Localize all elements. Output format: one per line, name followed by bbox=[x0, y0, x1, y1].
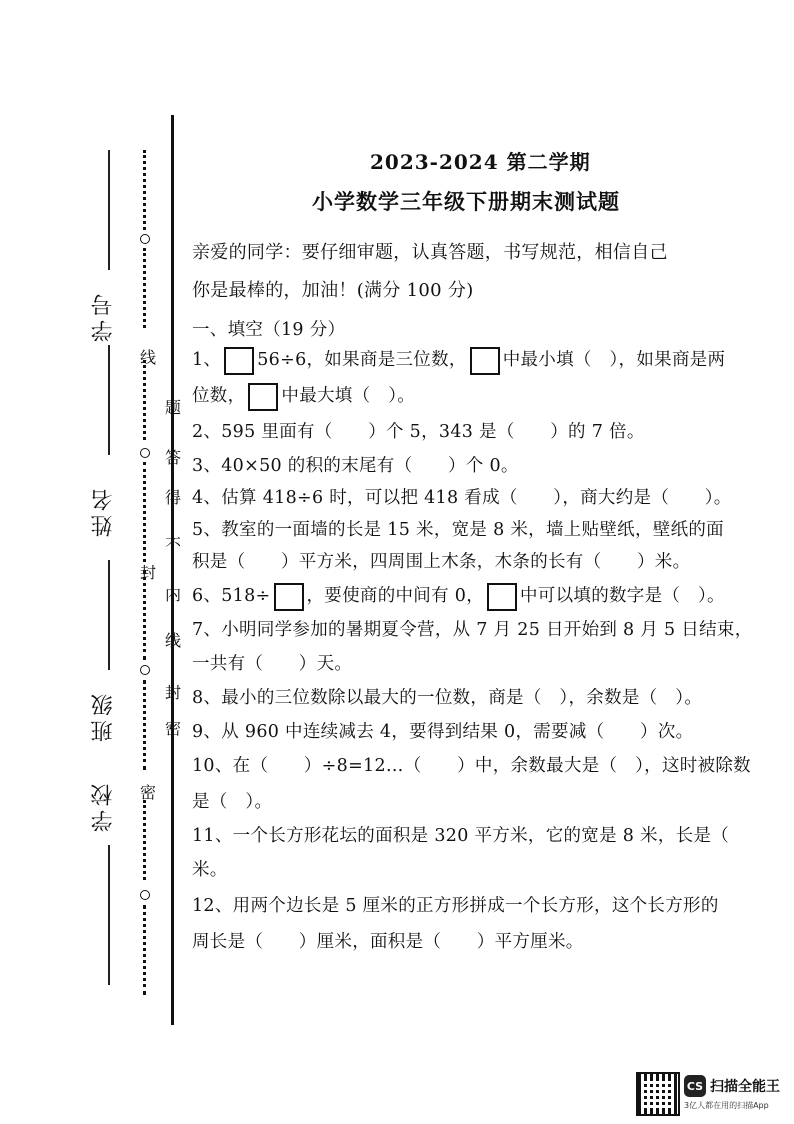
seal-char-xian: 线 bbox=[140, 348, 157, 367]
scanner-brand: 扫描全能王 bbox=[710, 1079, 780, 1095]
question-11-line-1: 11、一个长方形花坛的面积是 320 平方米，它的宽是 8 米，长是（ bbox=[192, 826, 730, 846]
question-5-line-2: 积是（ ）平方米，四周围上木条，木条的长有（ ）米。 bbox=[192, 552, 691, 572]
seal-char-ti: 题 bbox=[165, 398, 182, 417]
answer-box-3[interactable] bbox=[248, 383, 278, 411]
field-line-2 bbox=[108, 345, 110, 455]
seal-dots-6 bbox=[143, 680, 146, 770]
binding-line bbox=[171, 115, 174, 1025]
intro-line-2: 你是最棒的，加油！(满分 100 分) bbox=[192, 280, 474, 301]
field-school: 学校 bbox=[91, 780, 116, 832]
q6-text-pre: 6、518÷ bbox=[192, 586, 271, 606]
seal-char-bu: 不 bbox=[165, 535, 182, 554]
seal-char-xian-2: 线 bbox=[165, 631, 182, 650]
section-heading: 一、填空（19 分） bbox=[192, 320, 346, 340]
answer-box-2[interactable] bbox=[470, 347, 500, 375]
seal-char-da: 答 bbox=[165, 448, 182, 467]
seal-char-feng-1: 封 bbox=[140, 563, 157, 582]
seal-char-mi-2: 密 bbox=[140, 783, 157, 802]
question-11-line-2: 米。 bbox=[192, 860, 228, 880]
question-10-line-2: 是（ ）。 bbox=[192, 792, 273, 812]
seal-dots-8 bbox=[143, 905, 146, 995]
field-line-3 bbox=[108, 560, 110, 670]
seal-dots-3 bbox=[143, 360, 146, 440]
seal-circle-4 bbox=[140, 890, 150, 900]
seal-dots-1 bbox=[143, 150, 146, 230]
seal-char-feng-2: 封 bbox=[165, 683, 182, 702]
question-10-line-1: 10、在（ ）÷8=12…（ ）中，余数最大是（ ），这时被除数 bbox=[192, 756, 751, 776]
seal-dots-7 bbox=[143, 800, 146, 880]
seal-dots-2 bbox=[143, 248, 146, 328]
q6-text-mid: ，要使商的中间有 0， bbox=[306, 586, 484, 606]
seal-circle-1 bbox=[140, 234, 150, 244]
field-name: 姓名 bbox=[91, 485, 116, 537]
question-9: 9、从 960 中连续减去 4，要得到结果 0，需要减（ ）次。 bbox=[192, 722, 694, 742]
question-3: 3、40×50 的积的末尾有（ ）个 0。 bbox=[192, 456, 519, 476]
field-line-4 bbox=[108, 845, 110, 985]
intro-line-1: 亲爱的同学：要仔细审题，认真答题，书写规范，相信自己 bbox=[192, 242, 668, 263]
question-5-line-1: 5、教室的一面墙的长是 15 米，宽是 8 米，墙上贴壁纸，壁纸的面 bbox=[192, 520, 724, 540]
answer-box-5[interactable] bbox=[487, 583, 517, 611]
q1-number: 1、 bbox=[192, 350, 222, 370]
question-12-line-1: 12、用两个边长是 5 厘米的正方形拼成一个长方形，这个长方形的 bbox=[192, 896, 719, 916]
seal-char-nei: 内 bbox=[165, 585, 182, 604]
question-8: 8、最小的三位数除以最大的一位数，商是（ ），余数是（ ）。 bbox=[192, 688, 703, 708]
question-7-line-1: 7、小明同学参加的暑期夏令营，从 7 月 25 日开始到 8 月 5 日结束， bbox=[192, 620, 753, 640]
seal-circle-3 bbox=[140, 665, 150, 675]
seal-circle-2 bbox=[140, 448, 150, 458]
seal-dots-4 bbox=[143, 462, 146, 562]
question-1-line-2 bbox=[192, 382, 415, 411]
exam-title: 小学数学三年级下册期末测试题 bbox=[312, 189, 620, 214]
scanner-tagline: 3亿人都在用的扫描App bbox=[684, 1101, 769, 1110]
term-title: 2023-2024 第二学期 bbox=[370, 150, 591, 174]
question-1-line-1 bbox=[192, 346, 725, 375]
question-7-line-2: 一共有（ ）天。 bbox=[192, 654, 353, 674]
field-class: 班级 bbox=[91, 690, 116, 742]
question-6 bbox=[192, 582, 725, 611]
seal-dots-5 bbox=[143, 570, 146, 660]
q1-text-post: 中最小填（ ），如果商是两 bbox=[502, 350, 726, 370]
question-2: 2、595 里面有（ ）个 5，343 是（ ）的 7 倍。 bbox=[192, 422, 645, 442]
answer-box-4[interactable] bbox=[274, 583, 304, 611]
seal-char-mi-1: 密 bbox=[165, 719, 182, 738]
seal-char-de: 得 bbox=[165, 488, 182, 507]
question-12-line-2: 周长是（ ）厘米，面积是（ ）平方厘米。 bbox=[192, 932, 584, 952]
field-line-1 bbox=[108, 150, 110, 270]
q6-text-post: 中可以填的数字是（ ）。 bbox=[520, 586, 725, 606]
camscanner-logo-icon: CS bbox=[684, 1075, 706, 1097]
q1b-text-pre: 位数， bbox=[192, 386, 246, 406]
question-4: 4、估算 418÷6 时，可以把 418 看成（ ），商大约是（ ）。 bbox=[192, 488, 732, 508]
q1b-text-post: 中最大填（ ）。 bbox=[281, 386, 416, 406]
qr-code-icon bbox=[636, 1072, 680, 1116]
answer-box-1[interactable] bbox=[224, 347, 254, 375]
q1-text-mid: 56÷6，如果商是三位数， bbox=[257, 350, 467, 370]
field-student-id: 学号 bbox=[91, 290, 116, 342]
